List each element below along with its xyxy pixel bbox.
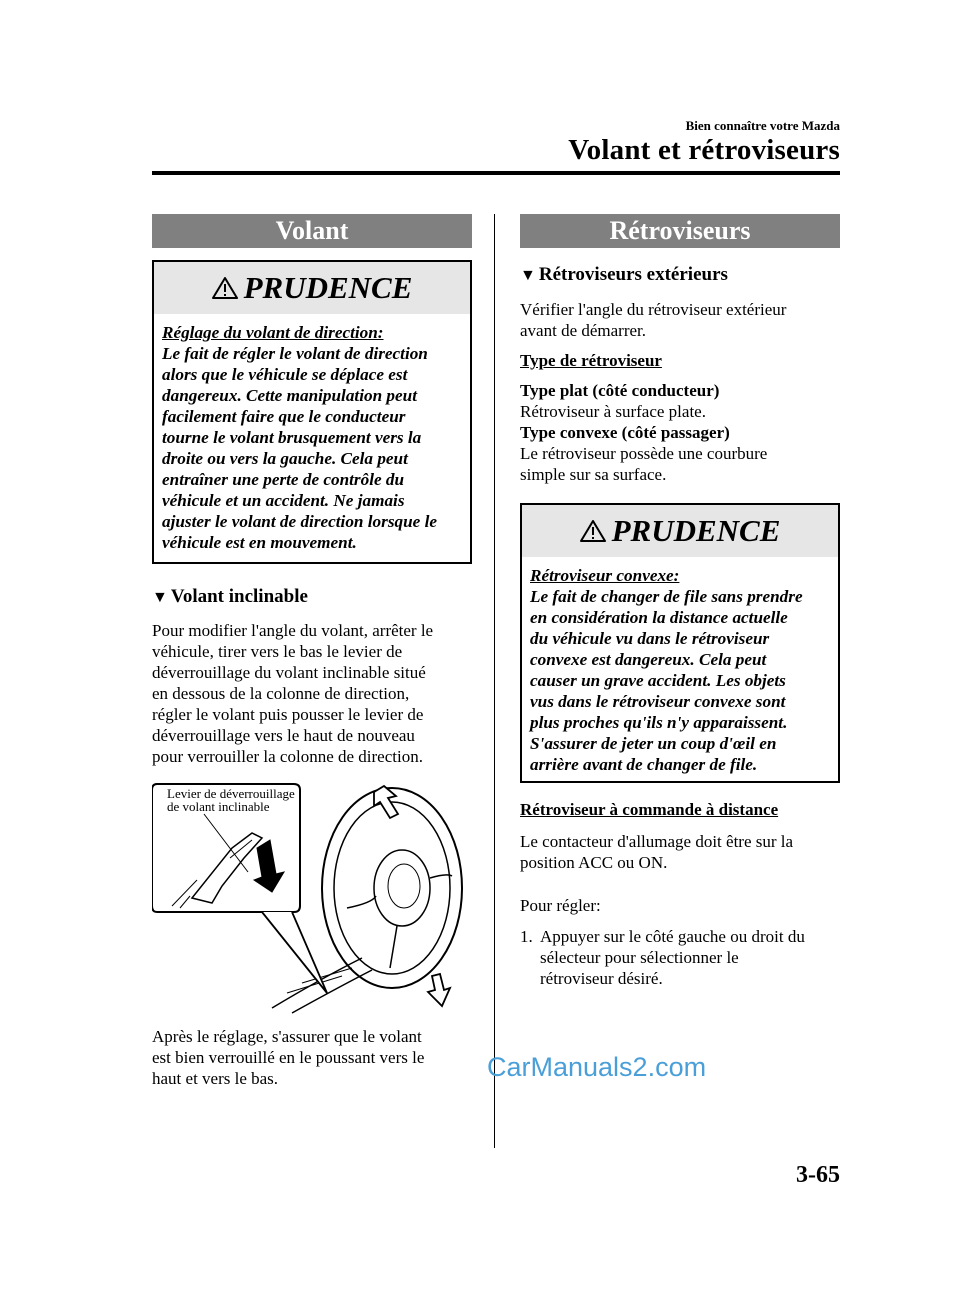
caution-box-mirror	[520, 503, 840, 783]
caution-line: tourne le volant brusquement vers la	[162, 428, 422, 447]
watermark: CarManuals2.com	[487, 1052, 707, 1082]
type-heading: Type de rétroviseur	[520, 351, 662, 370]
caution-line: causer un grave accident. Les objets	[530, 671, 786, 690]
text-line: sélecteur pour sélectionner le	[540, 948, 739, 967]
tilt-paragraph	[152, 620, 482, 767]
caution-line: alors que le véhicule se déplace est	[162, 365, 408, 384]
text-line: en dessous de la colonne de direction,	[152, 684, 410, 703]
text-line: véhicule, tirer vers le bas le levier de	[152, 642, 403, 661]
caution-line: véhicule et un accident. Ne jamais	[162, 491, 405, 510]
caution-subheading: Réglage du volant de direction:	[162, 323, 384, 342]
text-line: Appuyer sur le côté gauche ou droit du	[540, 927, 805, 946]
caution-header	[522, 505, 838, 557]
heading-text: Volant inclinable	[170, 586, 308, 607]
caution-line: en considération la distance actuelle	[530, 608, 788, 627]
caution-line: S'assurer de jeter un coup d'œil en	[530, 734, 777, 753]
text-line: Vérifier l'angle du rétroviseur extérieur	[520, 300, 787, 319]
caution-body	[522, 557, 838, 775]
caution-line: du véhicule vu dans le rétroviseur	[530, 629, 770, 648]
figure-label-line: Levier de déverrouillage	[167, 786, 295, 801]
column-divider	[494, 214, 495, 1148]
arrow-down-icon	[428, 974, 450, 1006]
figure-label	[167, 787, 295, 813]
caution-line: ajuster le volant de direction lorsque le	[162, 512, 437, 531]
text-line: simple sur sa surface.	[520, 465, 667, 484]
step-text	[540, 926, 850, 989]
tilt-lever-illustration	[152, 778, 472, 1018]
caution-body	[154, 314, 470, 553]
caution-line: véhicule est en mouvement.	[162, 533, 357, 552]
mirror-types	[520, 380, 840, 485]
caution-line: vus dans le rétroviseur convexe sont	[530, 692, 786, 711]
caution-header	[154, 262, 470, 314]
caution-line: convexe est dangereux. Cela peut	[530, 650, 767, 669]
triangle-marker-icon: ▼	[520, 267, 536, 284]
text-line: avant de démarrer.	[520, 321, 647, 340]
steering-wheel-hub	[374, 850, 430, 926]
after-adjust-paragraph	[152, 1026, 482, 1089]
page-number: 3-65	[796, 1162, 840, 1188]
caution-box-steering	[152, 260, 472, 564]
text-line: Après le réglage, s'assurer que le volant	[152, 1027, 422, 1046]
caution-line: Le fait de changer de file sans prendre	[530, 587, 803, 606]
text-line: déverrouillage vers le haut de nouveau	[152, 726, 415, 745]
heading-retroviseurs-exterieurs	[520, 264, 728, 286]
caution-subheading: Rétroviseur convexe:	[530, 566, 680, 585]
caution-heading: PRUDENCE	[243, 270, 413, 305]
text-line: Le contacteur d'allumage doit être sur la	[520, 832, 794, 851]
remote-mirror-heading: Rétroviseur à commande à distance	[520, 800, 779, 819]
text-line: est bien verrouillé en le poussant vers le	[152, 1048, 425, 1067]
text-line: rétroviseur désiré.	[540, 969, 663, 988]
text-line: pour verrouiller la colonne de direction.	[152, 747, 423, 766]
caution-line: droite ou vers la gauche. Cela peut	[162, 449, 408, 468]
caution-line: dangereux. Cette manipulation peut	[162, 386, 417, 405]
text-line: déverrouillage du volant inclinable situé	[152, 663, 426, 682]
warning-icon	[212, 276, 238, 300]
figure-label-line: de volant inclinable	[167, 799, 270, 814]
adjust-label: Pour régler:	[520, 896, 601, 915]
header-rule	[152, 171, 840, 175]
caution-line: plus proches qu'ils n'y apparaissent.	[530, 713, 788, 732]
caution-line: entraîner une perte de contrôle du	[162, 470, 405, 489]
caution-heading: PRUDENCE	[611, 513, 781, 548]
caution-line: facilement faire que le conducteur	[162, 407, 406, 426]
convex-type-title: Type convexe (côté passager)	[520, 423, 730, 442]
triangle-marker-icon: ▼	[152, 589, 168, 606]
section-title-retroviseurs: Rétroviseurs	[520, 214, 840, 248]
caution-line: arrière avant de changer de file.	[530, 755, 758, 774]
flat-type-title: Type plat (côté conducteur)	[520, 381, 720, 400]
text-line: Pour modifier l'angle du volant, arrêter le	[152, 621, 434, 640]
warning-icon	[580, 519, 606, 543]
flat-type-text: Rétroviseur à surface plate.	[520, 402, 706, 421]
heading-text: Rétroviseurs extérieurs	[538, 264, 728, 285]
text-line: haut et vers le bas.	[152, 1069, 279, 1088]
text-line: régler le volant puis pousser le levier de	[152, 705, 424, 724]
exterior-intro	[520, 299, 840, 341]
heading-volant-inclinable	[152, 586, 308, 608]
ignition-text	[520, 831, 840, 873]
chapter-title: Volant et rétroviseurs	[568, 134, 840, 166]
caution-line: Le fait de régler le volant de direction	[162, 344, 428, 363]
section-title-volant: Volant	[152, 214, 472, 248]
chapter-subtitle: Bien connaître votre Mazda	[685, 118, 840, 133]
text-line: Le rétroviseur possède une courbure	[520, 444, 768, 463]
text-line: position ACC ou ON.	[520, 853, 668, 872]
step-number: 1.	[520, 927, 533, 946]
